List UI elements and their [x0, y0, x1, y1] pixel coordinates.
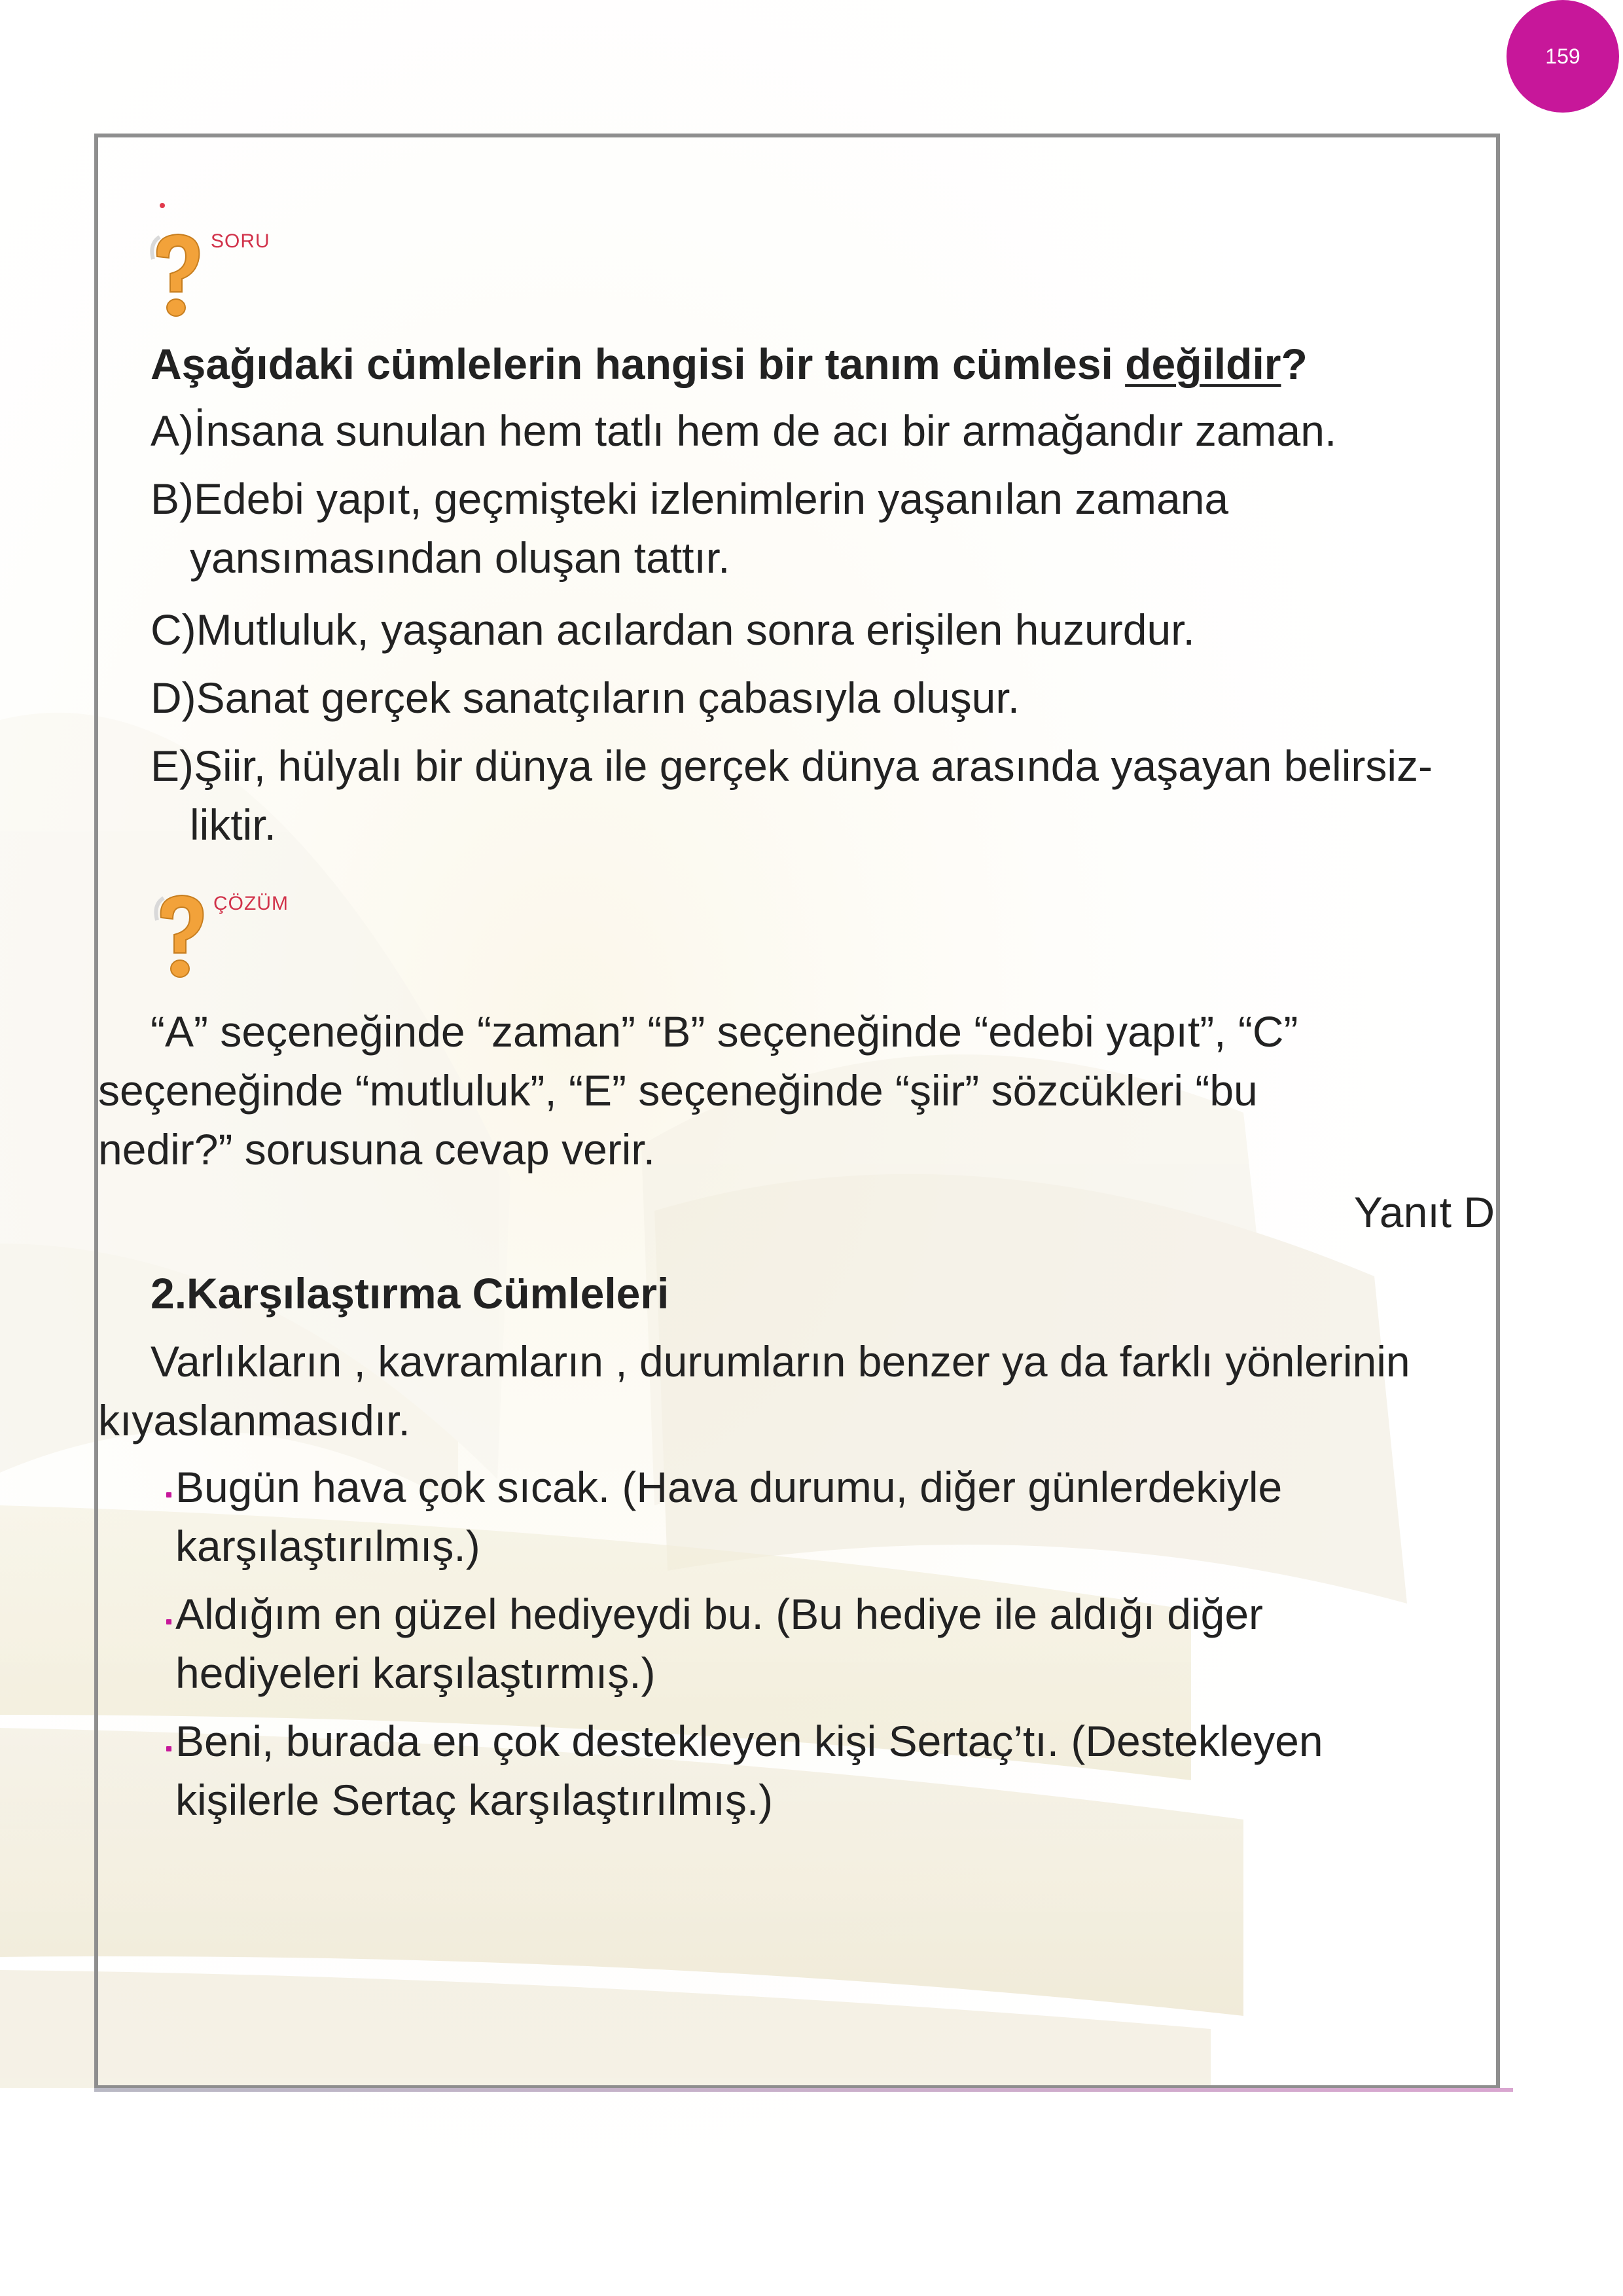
example-1-line2: karşılaştırılmış.)	[175, 1522, 480, 1570]
page-number: 159	[1545, 44, 1580, 68]
example-2-line1: Aldığım en güzel hediyeydi bu. (Bu hediye ile aldığı diğer	[175, 1590, 1264, 1638]
question-label: SORU	[211, 230, 270, 252]
question-mark-icon	[148, 230, 207, 322]
bullet-marker	[166, 1746, 171, 1751]
solution-line2: seçeneğinde “mutluluk”, “E” seçeneğinde “şiir” sözcükleri “bu	[98, 1066, 1258, 1115]
solution-line3: nedir?” sorusuna cevap verir.	[98, 1125, 656, 1174]
definition-line2: kıyaslanmasıdır.	[98, 1396, 410, 1444]
question-stem-text: Aşağıdaki cümlelerin hangisi bir tanım cümlesi	[151, 340, 1126, 388]
option-e-line2: liktir.	[190, 800, 276, 849]
solution-line1: “A” seçeneğinde “zaman” “B” seçeneğinde “edebi yapıt”, “C”	[151, 1007, 1298, 1056]
question-stem-underlined: değildir	[1125, 340, 1281, 388]
answer: Yanıt D	[1353, 1188, 1495, 1236]
solution-question-mark-icon	[152, 891, 211, 983]
example-3-line2: kişilerle Sertaç karşılaştırılmış.)	[175, 1776, 774, 1824]
example-2-line2: hediyeleri karşılaştırmış.)	[175, 1649, 656, 1697]
option-a: A)İnsana sunulan hem tatlı hem de acı bir armağandır zaman.	[151, 406, 1337, 455]
bullet-marker	[166, 1492, 171, 1498]
solution-label: ÇÖZÜM	[213, 893, 289, 914]
decorative-dot	[160, 203, 165, 208]
section-heading: 2.Karşılaştırma Cümleleri	[151, 1269, 669, 1318]
bullet-marker	[166, 1619, 171, 1624]
question-stem-end: ?	[1281, 340, 1308, 388]
option-c: C)Mutluluk, yaşanan acılardan sonra erişilen huzurdur.	[151, 605, 1195, 654]
example-3-line1: Beni, burada en çok destekleyen kişi Sertaç’tı. (Destekleyen	[175, 1717, 1323, 1765]
option-b-line2: yansımasından oluşan tattır.	[190, 533, 730, 582]
option-b-line1: B)Edebi yapıt, geçmişteki izlenimlerin yaşanılan zamana	[151, 475, 1229, 523]
question-stem	[151, 334, 1308, 394]
option-e-line1: E)Şiir, hülyalı bir dünya ile gerçek dünya arasında yaşayan belirsiz-	[151, 742, 1433, 790]
definition-line1: Varlıkların , kavramların , durumların benzer ya da farklı yönlerinin	[151, 1337, 1410, 1386]
example-1-line1: Bugün hava çok sıcak. (Hava durumu, diğer günlerdekiyle	[175, 1463, 1283, 1511]
option-d: D)Sanat gerçek sanatçıların çabasıyla oluşur.	[151, 673, 1020, 722]
